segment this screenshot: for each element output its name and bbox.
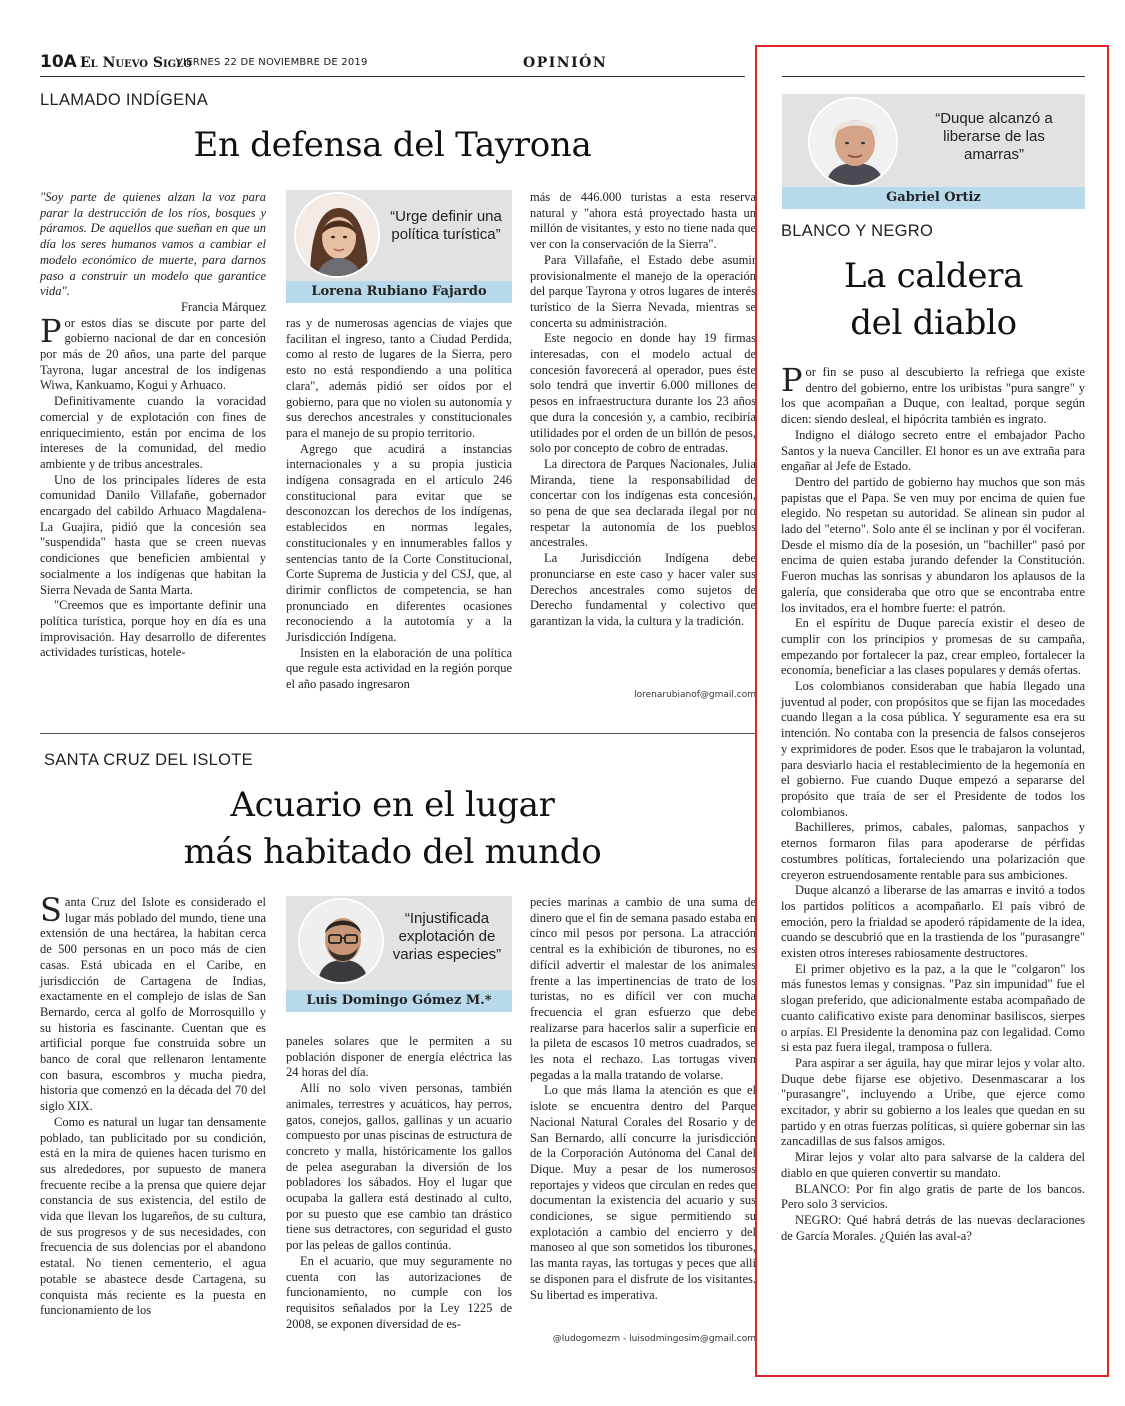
article3-para: Bachilleres, primos, cabales, palomas, sanpachos y eternos formaron filas para apoderarse de pérfidas costumbres políticas, fortaleciendo una polarización que creyeron estruendosamente rentable para sus ambiciones. bbox=[781, 820, 1085, 882]
article1-author-box bbox=[286, 190, 512, 303]
article2-para: Lo que más llama la atención es que el islote se encuentra dentro del Parque Nacional Natural Corales del Rosario y de San Bernardo, allí concurre la jurisdicción de la Corporación Autónoma del Canal del Dique. Muy a pesar de los numerosos reportajes y videos que circulan en redes que documentan la existencia del acuario y sus condiciones, se sigue permitiendo su explotación a cambio del encierro y del manoseo al que son sometidos los tiburones, las manta rayas, las tortugas y peces que allí se disponen para el disfrute de los visitantes. Su libertad es imperativa. bbox=[530, 1083, 756, 1302]
article1-col2 bbox=[286, 316, 512, 693]
article3-headline bbox=[782, 253, 1085, 347]
article3-para: En el espíritu de Duque parecía existir el deseo de cumplir con los principios y promesas de su campaña, empezando por fortalecer la paz, crear empleo, fortalecer la economía, beneficiar a las clases populares y demás ofertas. bbox=[781, 616, 1085, 678]
article3-para: NEGRO: Qué habrá detrás de las nuevas declaraciones de García Morales. ¿Quién las aval-a? bbox=[781, 1212, 1085, 1243]
article2-para: Allí no solo viven personas, también animales, terrestres y acuáticos, hay perros, gatos, conejos, gallos, gallinas y un acuario compuesto por unas piscinas de estructura de concreto y malla, históricamente los gallos de pelea aseguraban la diversión de los pobladores los sábados. Hoy el lugar que ocupaba la gallera está destinado al culto, por su puesto que ese cambio tan drástico tiene sus detractores, con seguridad el gusto por las peleas de gallos continúa. bbox=[286, 1081, 512, 1253]
article3-para: Mirar lejos y volar alto para salvarse de la caldera del diablo en que quieren convertir su mandato. bbox=[781, 1150, 1085, 1180]
article1-para: La directora de Parques Nacionales, Julia Miranda, tiene la responsabilidad de concertar con los indígenas esta concesión, so pena de que sea declarada ilegal por no respetar la autonomía de los pueblos ancestrales. bbox=[530, 456, 756, 550]
article1-para: "Creemos que es importante definir una política turística, porque hoy en día es una improvisación. Hay desarrollo de diferentes actividades turísticas, hotele- bbox=[40, 598, 266, 660]
article3-author-box bbox=[782, 94, 1085, 209]
article1-col1 bbox=[40, 190, 266, 661]
article1-para: más de 446.000 turistas a esta reserva natural y "ahora está proyectado hasta un millón de visitantes, y esto no tiene nada que ver con la conservación de la Sierra". bbox=[530, 190, 756, 252]
article3-headline-line2: del diablo bbox=[850, 303, 1017, 343]
article2-pull-quote: “Injustificada explotación de varias especies” bbox=[392, 910, 502, 963]
article3-author-name: Gabriel Ortiz bbox=[782, 187, 1085, 209]
article1-lead-quote: "Soy parte de quienes alzan la voz para parar la destrucción de los ríos, bosques y páramos. De aquellos que sueñan en que un día los seres humanos vamos a cambiar el modelo económico de muerte, para darnos paso a construir un modelo que garantice vida". bbox=[40, 190, 266, 299]
article2-col2 bbox=[286, 1034, 512, 1332]
article3-para: Duque alcanzó a liberarse de las amarras e invitó a todos los partidos políticos a acompañarlo. El país vibró de emoción, pero la frialdad se apoderó rápidamente de la idea, cuando se descubrió que en la trastienda de los "purasangre" existen otros intereses rabiosamente destructores. bbox=[781, 883, 1085, 961]
article2-author-box bbox=[286, 896, 512, 1012]
article3-para: Por fin se puso al descubierto la refriega que existe dentro del gobierno, entre los uribistas "pura sangre" y los que acompañan a Duque, con lealtad, porque según dicen: siendo desleal, el hipócrita también es ingrato. bbox=[781, 361, 1085, 427]
paper-date: VIERNES 22 DE NOVIEMBRE DE 2019 bbox=[176, 57, 368, 68]
page-number: 10A bbox=[40, 52, 77, 72]
woman-portrait-icon bbox=[294, 192, 380, 278]
article3-body bbox=[781, 361, 1085, 1244]
article1-col3 bbox=[530, 190, 756, 630]
article2-para: pecies marinas a cambio de una suma de dinero que el fin de semana pasado estaba en cinco mil pesos por persona. La atracción central es la exhibición de tiburones, no es difícil advertir el malestar de los animales frente a las impertinencias de trato de los turistas, no es difícil ver con mucha frecuencia el gran esfuerzo que debe realizarse para hacerlos salir a superficie en la pileta de escasos 10 metros cuadrados, se les nota el rechazo. Las tortugas viven pegadas a la malla tratando de volarse. bbox=[530, 895, 756, 1082]
article1-pull-quote: “Urge definir una política turística” bbox=[390, 208, 502, 243]
article1-para: Insisten en la elaboración de una política que regule esta actividad en la región porque el año pasado ingresaron bbox=[286, 645, 512, 692]
article3-para: Para aspirar a ser águila, hay que mirar lejos y volar alto. Duque debe fijarse ese objetivo. Desenmascarar a los "purasangre", incluyendo a Uribe, que ejerce como excitador, y abrir su gobierno a los leales que quedan en su partido y en otras fuerzas políticas, si quiere gobernar sin las zancadillas de sus falsos amigos. bbox=[781, 1055, 1085, 1149]
article2-col1 bbox=[40, 891, 266, 1319]
article3-pull-quote: “Duque alcanzó a liberarse de las amarras” bbox=[935, 110, 1053, 163]
article3-kicker: BLANCO Y NEGRO bbox=[781, 222, 934, 240]
article2-para: Santa Cruz del Islote es considerado el lugar más poblado del mundo, tiene una extensión de una hectárea, la habitan cerca de 500 personas en un poco más de cien casas. Está ubicada en el Caribe, en jurisdicción de Cartagena de Indias, exactamente en el complejo de islas de San Bernardo, cerca al golfo de Morrosquillo y su historia es fascinante. Cuentan que es artificial porque fue construida sobre un banco de coral que rellenaron lentamente con basura, escombros y mucha piedra, historia que comenzó en la década del 70 del siglo XIX. bbox=[40, 891, 266, 1114]
article2-para: En el acuario, que muy seguramente no cuenta con las autorizaciones de funcionamiento, no cumple con los requisitos señalados por la Ley 1225 de 2008, se exponen diversidad de es- bbox=[286, 1253, 512, 1331]
article1-email: lorenarubianof@gmail.com bbox=[634, 690, 756, 700]
article3-para: BLANCO: Por fin algo gratis de parte de los bancos. Pero solo 3 servicios. bbox=[781, 1181, 1085, 1212]
article2-headline-line2: más habitado del mundo bbox=[183, 832, 602, 872]
article2-col3 bbox=[530, 895, 756, 1303]
article3-para: Los colombianos consideraban que había llegado una juventud al poder, con propósitos que se fijan las mocedades cuando llegan a la cosa pública. Y seguramente esa era su intención. No contaba con la presencia de falsos consejeros y exprimidores de poder. Esos que le trabajaron la voluntad, para desviarlo hacia el restablecimiento de la hegemonía en el gobierno. Fue cuando Duque empezó a separarse del propósito que traía de ser el Presidente de todos los colombianos. bbox=[781, 679, 1085, 819]
section-name: OPINIÓN bbox=[523, 55, 608, 71]
article3-para: Indigno el diálogo secreto entre el embajador Pacho Santos y la nueva Canciller. El honor es un ave extraña para engañar al Jefe de Estado. bbox=[781, 427, 1085, 474]
header-rule bbox=[40, 76, 745, 77]
article3-headline-line1: La caldera bbox=[843, 256, 1024, 296]
article1-para: Definitivamente cuando la voracidad comercial y de explotación con fines de enriquecimiento, están por encima de los intereses de la comunidad, del medio ambiente y de tribus ancestrales. bbox=[40, 394, 266, 471]
article2-para: Como es natural un lugar tan densamente poblado, tan publicitado por su condición, está en la mira de quienes hacen turismo en sus alrededores, por supuesto de manera frecuente recibe a la prensa que quiere dejar constancia de sus existencia, del estilo de vida que llevan los lugareños, de su cultura, de sus progresos y de sus necesidades, con frecuencia de sus dolencias por el abandono estatal. No tienen cementerio, el agua potable se abastece desde Cartagena, su conquista más reciente es la puesta en funcionamiento de los bbox=[40, 1114, 266, 1318]
older-man-portrait-icon bbox=[808, 97, 898, 187]
article2-headline-line1: Acuario en el lugar bbox=[230, 785, 555, 825]
article1-para: Agrego que acudirá a instancias internacionales y a su propia justicia indígena consagrada en el artículo 246 constitucional para evitar que se desconozcan los derechos de los indígenas, establecidos en normas legales, constitucionales y en innumerables fallos y sentencias tanto de la Corte Constitucional, Corte Suprema de Justicia y del CSJ, que, al dirimir conflictos de competencia, se han pronunciado en diferentes ocasiones reconociendo a la autotomía y a la Jurisdicción Indígena. bbox=[286, 441, 512, 645]
article1-para: Uno de los principales líderes de esta comunidad Danilo Villafañe, gobernador encargado del cabildo Arhuaco Magdalena-La Guajira, pidió que la concesión sea "suspendida" hasta que se creen nuevas condiciones que beneficien ambiental y socialmente a los indígenas que habitan la Sierra Nevada de Santa Marta. bbox=[40, 472, 266, 597]
article2-email: @ludogomezm - luisodmingosim@gmail.com bbox=[552, 1334, 756, 1344]
article2-kicker: SANTA CRUZ DEL ISLOTE bbox=[44, 751, 253, 769]
article1-para: Para Villafañe, el Estado debe asumir provisionalmente el manejo de la operación del parque Tayrona y otros lugares de interés turístico de la Sierra Nevada, mientras se concerta su administración. bbox=[530, 252, 756, 330]
article3-para: Dentro del partido de gobierno hay muchos que son más papistas que el Papa. Se ven muy por encima de quien fue elegido. No respetan su autoridad. Se alinean sin pudor al lado del "eterno". Solo ante él se inclinan y por él vociferan. Desde el mismo día de la posesión, un "bachiller" pasó por encima de quien estaba jurando defender la Constitución. Fueron muchas las sonrisas y abundaron los aplausos de la galería, que consideraba que otro que se encontraba entre los invitados, era el hombre fuerte: el patrón. bbox=[781, 474, 1085, 615]
article1-headline: En defensa del Tayrona bbox=[193, 125, 592, 165]
article1-para: La Jurisdicción Indígena debe pronunciarse en este caso y hacer valer sus Derechos ancestrales como sujetos de Derecho fundamental y colectivo que garantizan la vida, la cultura y la tradición. bbox=[530, 551, 756, 628]
article3-para: El primer objetivo es la paz, a la que le "colgaron" los más funestos lemas y consignas. "Paz sin impunidad" fue el slogan preferido, que adicionalmente estaba acompañado de cuanto calificativo existe para denominar basiliscos, sierpes o arpías. El Presidente la denomina paz con legalidad. Como si esta paz fuera ilegal, tramposa o fullera. bbox=[781, 961, 1085, 1055]
article2-para: paneles solares que le permiten a su población disponer de energía eléctrica las 24 horas del día. bbox=[286, 1034, 512, 1080]
article1-quote-author: Francia Márquez bbox=[180, 299, 266, 314]
paper-name: El Nuevo Siglo bbox=[80, 55, 192, 71]
article-divider bbox=[40, 733, 755, 734]
article1-kicker: LLAMADO INDÍGENA bbox=[40, 91, 209, 109]
article2-headline bbox=[40, 782, 745, 876]
article2-author-name: Luis Domingo Gómez M.* bbox=[286, 990, 512, 1012]
man-glasses-portrait-icon bbox=[298, 898, 384, 984]
article1-para: Este negocio en donde hay 19 firmas interesadas, con el modelo actual de concesión favorecerá al operador, pues éste solo tendrá que invertir 6.000 millones de pesos en infraestructura durante los 23 años que dura la concesión y, a cambio, recibiría utilidades por el orden de un billón de pesos, solo por concepto de cobro de entradas. bbox=[530, 331, 756, 456]
article1-para: Por estos días se discute por parte del gobierno nacional de dar en concesión por más de 20 años, una parte del parque Tayrona, lugar ancestral de los indígenas Wiwa, Kankuamo, Kogui y Arhuaco. bbox=[40, 311, 266, 393]
article1-author-name: Lorena Rubiano Fajardo bbox=[286, 281, 512, 303]
article1-para: ras y de numerosas agencias de viajes que facilitan el ingreso, tanto a Ciudad Perdida, como al resto de lugares de la Sierra, pero esto no está respondiendo a una política clara", además pidió ser oídos por el gobierno, para que no violen su autonomía y sus derechos ancestrales y constitucionales para el manejo de su propio territorio. bbox=[286, 316, 512, 440]
